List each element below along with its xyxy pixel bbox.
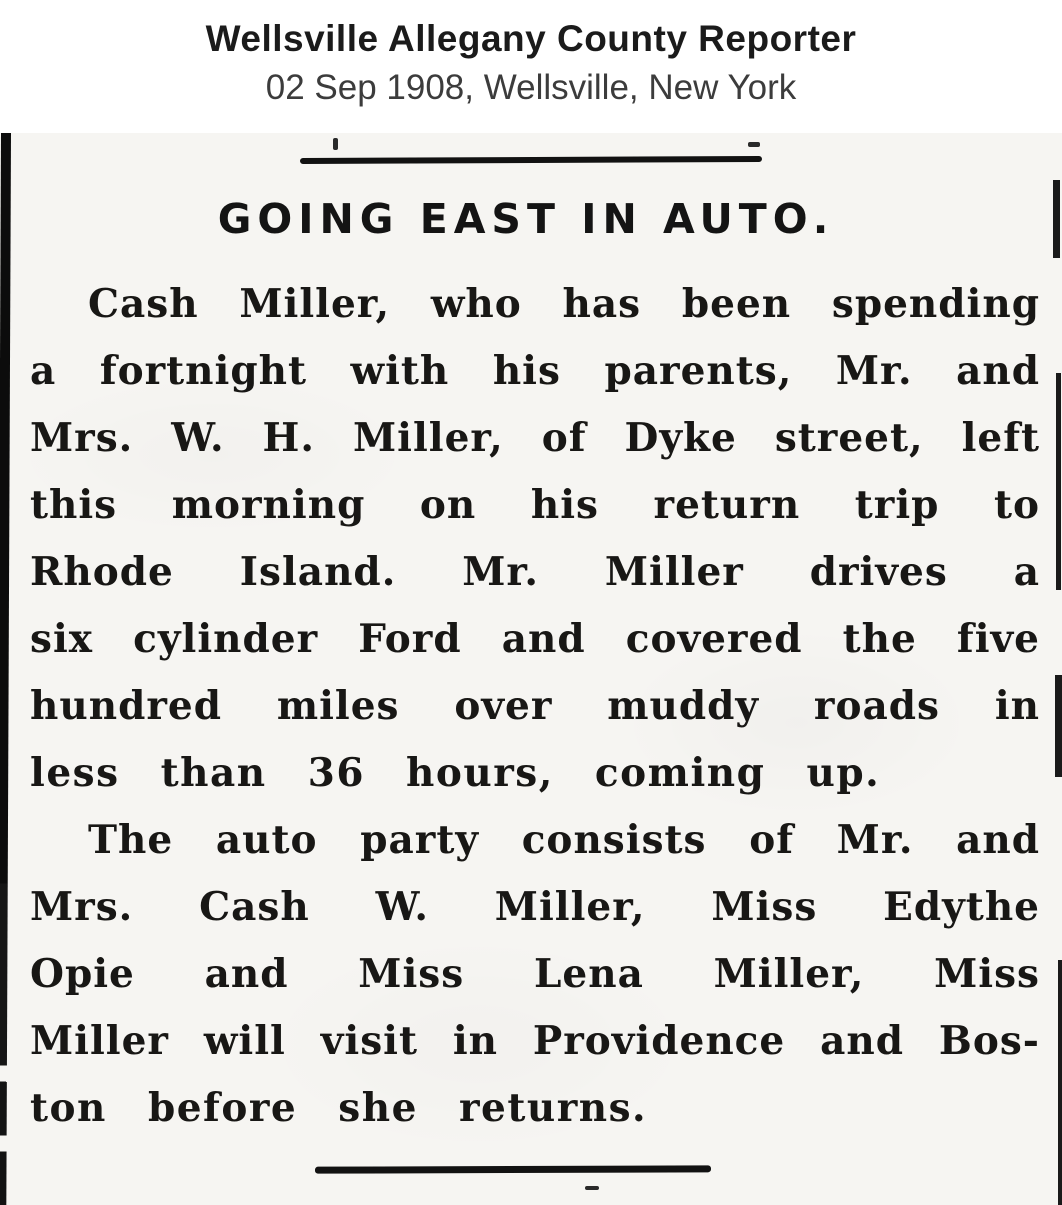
left-column-rule <box>0 133 11 1205</box>
bottom-divider-rule <box>315 1165 711 1173</box>
article-line: hundred miles over muddy roads in <box>30 683 1040 729</box>
publication-title: Wellsville Allegany County Reporter <box>205 18 857 59</box>
article-line: this morning on his return trip to <box>30 482 1040 528</box>
article-line: Rhode Island. Mr. Miller drives a <box>30 549 1040 595</box>
article-line: Opie and Miss Lena Miller, Miss <box>30 951 1040 997</box>
article-headline: GOING EAST IN AUTO. <box>217 195 835 243</box>
ink-speck <box>333 138 338 150</box>
right-column-rule-fragment <box>1056 373 1061 590</box>
article-line: ton before she returns. <box>30 1085 648 1131</box>
clipping-scan <box>0 133 1062 1205</box>
right-column-rule-fragment <box>1058 960 1062 1205</box>
article-line: The auto party consists of Mr. and <box>88 817 1040 863</box>
ink-speck <box>585 1186 599 1190</box>
article-line: less than 36 hours, coming up. <box>30 750 881 796</box>
top-divider-rule <box>300 156 762 164</box>
article-line: six cylinder Ford and covered the five <box>30 616 1040 662</box>
publication-date-location: 02 Sep 1908, Wellsville, New York <box>265 68 797 107</box>
right-column-rule-fragment <box>1053 180 1060 258</box>
right-column-rule-fragment <box>1055 675 1062 777</box>
article-line: a fortnight with his parents, Mr. and <box>30 348 1040 394</box>
article-body <box>30 271 1040 1142</box>
ink-speck <box>748 142 760 147</box>
article-line: Cash Miller, who has been spending <box>88 281 1040 327</box>
article-line: Miller will visit in Providence and Bos- <box>30 1018 1040 1064</box>
article-line: Mrs. Cash W. Miller, Miss Edythe <box>30 884 1040 930</box>
article-line: Mrs. W. H. Miller, of Dyke street, left <box>30 415 1040 461</box>
